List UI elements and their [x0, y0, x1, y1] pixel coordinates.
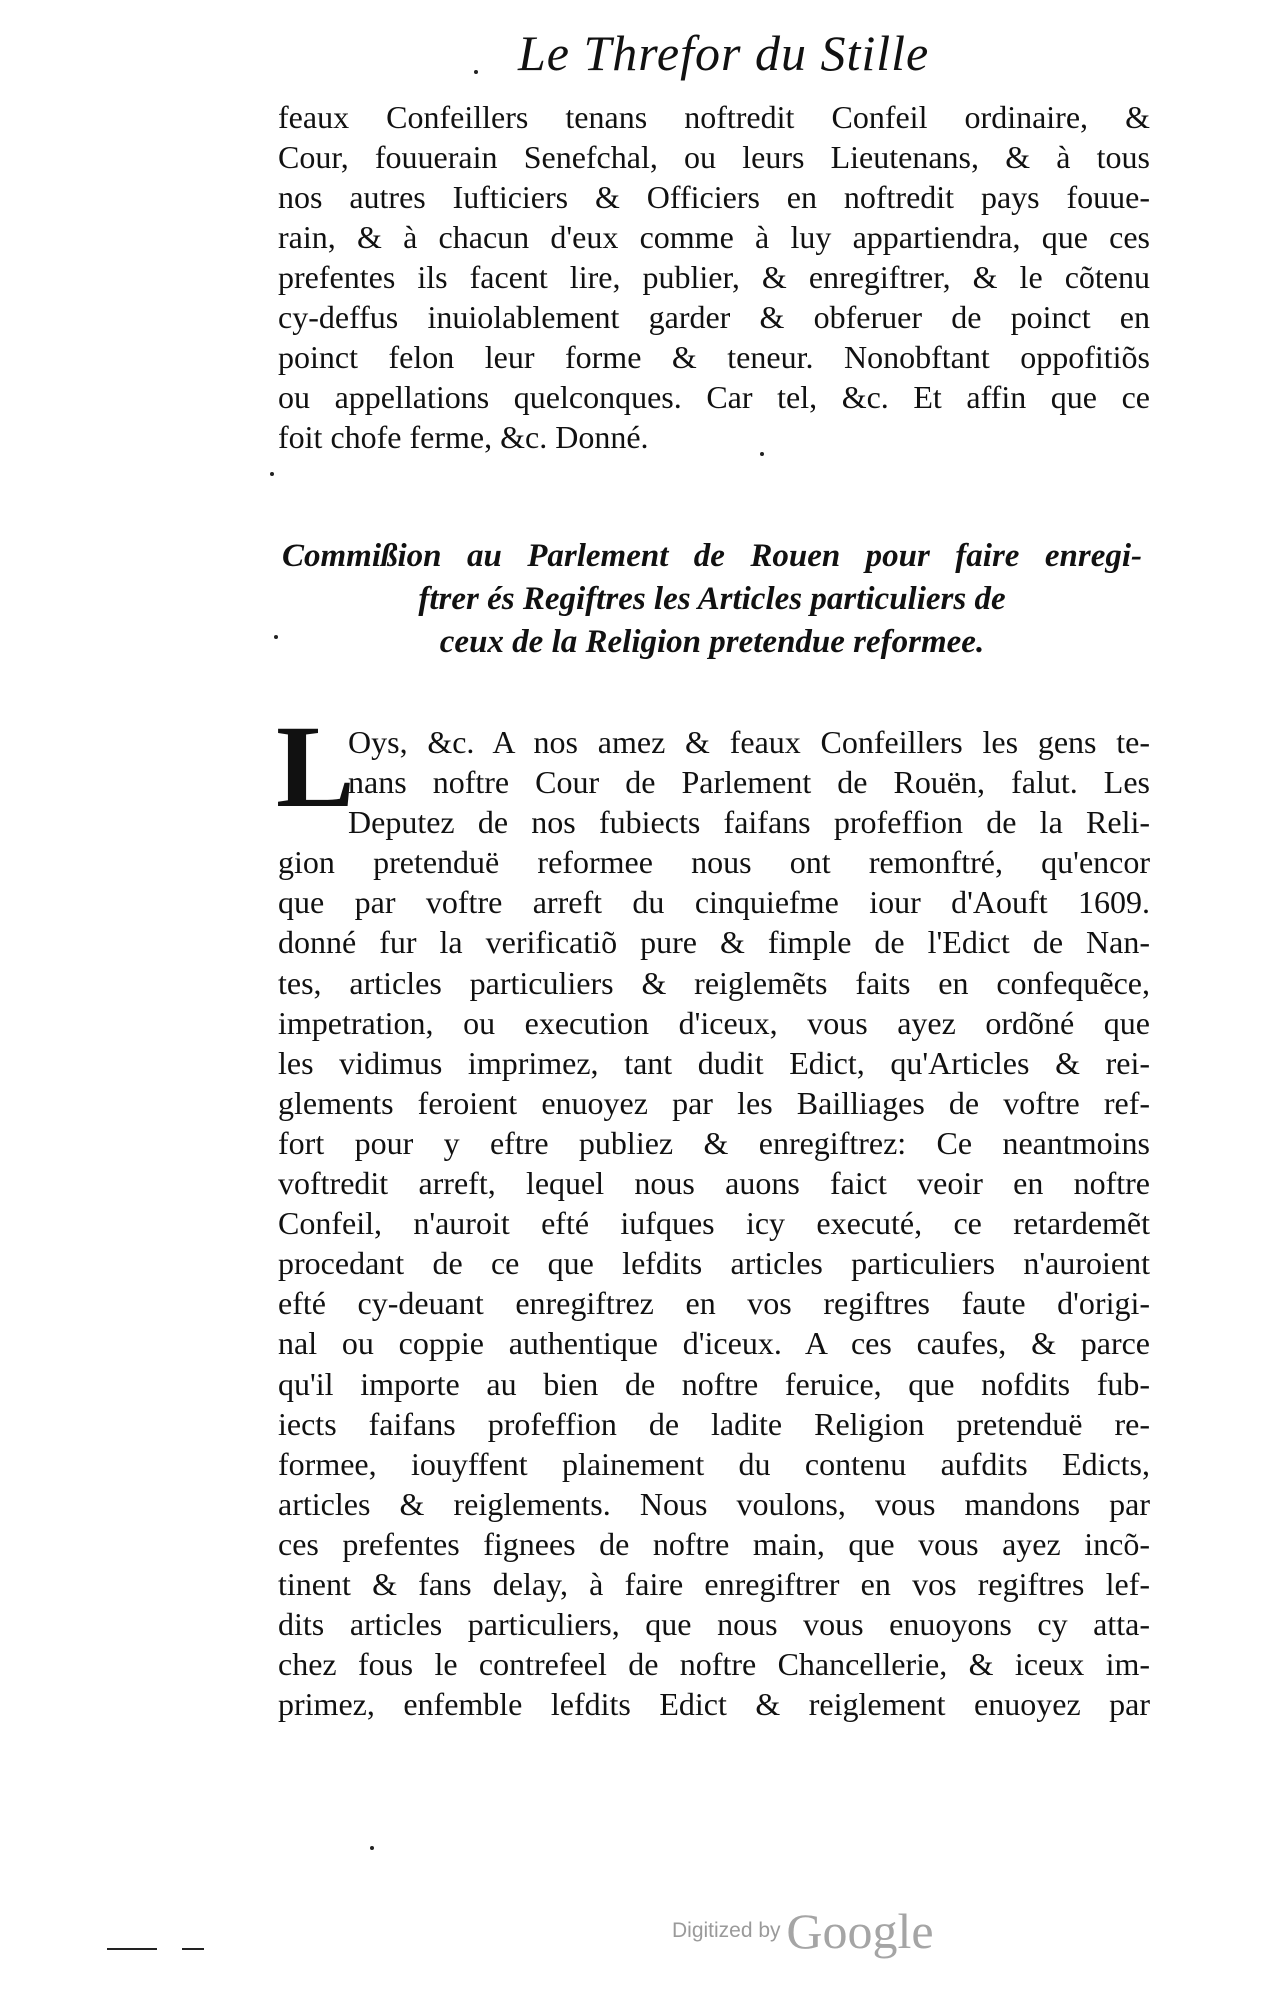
drop-cap: L — [276, 701, 355, 832]
text-line: gion pretenduë reformee nous ont remonftré, qu'encor — [278, 844, 1150, 881]
text-line: rain, & à chacun d'eux comme à luy appartiendra, que ces — [278, 219, 1150, 255]
text-line: foit chofe ferme, &c. Donné. — [278, 419, 649, 455]
text-line: dits articles particuliers, que nous vous enuoyons cy atta- — [278, 1606, 1150, 1643]
paragraph-1 — [278, 97, 1150, 457]
text-line: chez fous le contrefeel de noftre Chancellerie, & iceux im- — [278, 1646, 1150, 1683]
text-line: donné fur la verificatiõ pure & fimple de l'Edict de Nan- — [278, 924, 1150, 961]
text-line: cy-deffus inuiolablement garder & obferuer de poinct en — [278, 299, 1150, 335]
text-line: qu'il importe au bien de noftre feruice, que nofdits fub- — [278, 1365, 1150, 1402]
text-line: feaux Confeillers tenans noftredit Confeil ordinaire, & — [278, 99, 1150, 135]
ink-speck — [370, 1846, 374, 1850]
text-line: articles & reiglements. Nous voulons, vous mandons par — [278, 1485, 1150, 1522]
google-logo-text: Google — [786, 1903, 934, 1959]
text-line: fort pour y eftre publiez & enregiftrez: Ce neantmoins — [278, 1124, 1150, 1161]
text-line: Oys, &c. A nos amez & feaux Confeillers les gens te- — [348, 724, 1150, 760]
text-line: Confeil, n'auroit efté iufques icy executé, ce retardemẽt — [278, 1205, 1150, 1242]
heading-line: ftrer és Regiftres les Articles particuliers de — [418, 581, 1006, 617]
text-line: Cour, fouuerain Senefchal, ou leurs Lieutenans, & à tous — [278, 139, 1150, 175]
text-line: impetration, ou execution d'iceux, vous ayez ordõné que — [278, 1004, 1150, 1041]
edge-mark — [107, 1948, 157, 1950]
digitized-label: Digitized by — [672, 1919, 781, 1942]
text-line: tinent & fans delay, à faire enregiftrer en vos regiftres lef- — [278, 1565, 1150, 1602]
text-line: ou appellations quelconques. Car tel, &c. Et affin que ce — [278, 379, 1150, 415]
edge-mark — [182, 1948, 204, 1950]
ink-speck — [270, 472, 274, 476]
running-head: Le Threfor du Stille — [518, 25, 930, 81]
text-line: formee, iouyffent plainement du contenu aufdits Edicts, — [278, 1445, 1150, 1482]
heading-line: ceux de la Religion pretendue reformee. — [439, 624, 985, 660]
text-line: prefentes ils facent lire, publier, & enregiftrer, & le cõtenu — [278, 259, 1150, 295]
text-line: voftredit arreft, lequel nous auons faict veoir en noftre — [278, 1165, 1150, 1202]
text-line: nans noftre Cour de Parlement de Rouën, falut. Les — [348, 764, 1150, 801]
text-line: nal ou coppie authentique d'iceux. A ces caufes, & parce — [278, 1325, 1150, 1362]
ink-speck — [474, 70, 478, 74]
text-line: efté cy-deuant enregiftrez en vos regiftres faute d'origi- — [278, 1285, 1150, 1322]
text-line: nos autres Iufticiers & Officiers en noftredit pays fouue- — [278, 179, 1150, 215]
text-line: ces prefentes fignees de noftre main, que vous ayez incõ- — [278, 1525, 1150, 1562]
paragraph-2 — [278, 722, 1150, 1724]
text-line: Deputez de nos fubiects faifans profeffion de la Reli- — [348, 804, 1150, 841]
text-line: primez, enfemble lefdits Edict & reiglement enuoyez par — [278, 1686, 1150, 1723]
heading-line: Commißion au Parlement de Rouen pour faire enregi- — [282, 538, 1142, 574]
text-line: iects faifans profeffion de ladite Religion pretenduë re- — [278, 1405, 1150, 1442]
section-heading — [282, 535, 1142, 664]
ink-speck — [274, 635, 278, 639]
text-line: tes, articles particuliers & reiglemẽts faits en confequẽce, — [278, 964, 1150, 1001]
text-line: que par voftre arreft du cinquiefme iour d'Aouft 1609. — [278, 884, 1150, 921]
text-line: procedant de ce que lefdits articles particuliers n'auroient — [278, 1245, 1150, 1282]
ink-speck — [760, 452, 764, 456]
text-line: poinct felon leur forme & teneur. Nonobftant oppofitiõs — [278, 339, 1150, 375]
text-line: les vidimus imprimez, tant dudit Edict, qu'Articles & rei- — [278, 1044, 1150, 1081]
digitized-by-google-watermark — [672, 1902, 934, 1960]
text-line: glements feroient enuoyez par les Bailliages de voftre ref- — [278, 1084, 1150, 1121]
